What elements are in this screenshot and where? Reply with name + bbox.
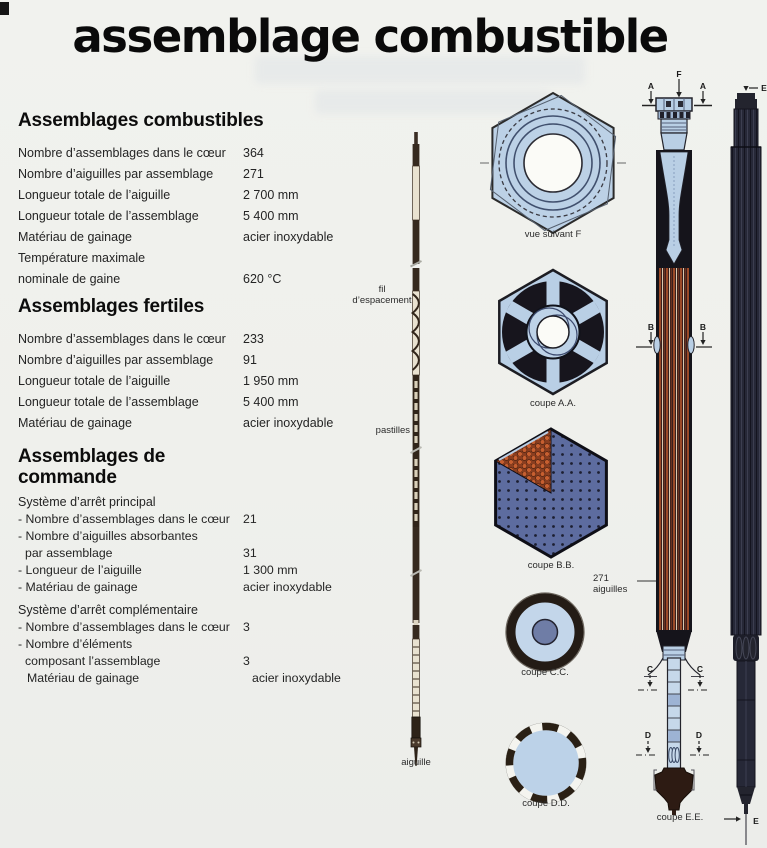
table-row: Matériau de gainage acier inoxydable — [18, 230, 334, 244]
table-row: - Nombre d’aiguilles absorbantes par assemblage 31 — [18, 529, 257, 560]
page-title: assemblage combustible — [72, 10, 668, 63]
subsection-title: Système d’arrêt complémentaire — [18, 603, 198, 617]
assembly-exterior-drawing — [724, 83, 767, 845]
cross-section-vue-f — [480, 88, 626, 237]
marker-c: C — [696, 664, 704, 674]
section-heading: Assemblages de commande — [18, 446, 166, 488]
marker-b: B — [647, 322, 655, 332]
label-pastilles: pastilles — [375, 425, 410, 436]
label-coupe-cc: coupe C.C. — [521, 667, 569, 678]
cross-section-cc — [506, 593, 584, 671]
section-heading: Assemblages fertiles — [18, 296, 205, 317]
cross-section-bb — [496, 429, 607, 557]
marker-c: C — [646, 664, 654, 674]
table-row: Longueur totale de l’assemblage 5 400 mm — [18, 395, 299, 409]
table-row: - Nombre d’éléments composant l’assemblage 3 — [18, 637, 250, 668]
table-row: - Nombre d’assemblages dans le cœur 3 — [18, 620, 250, 634]
table-row: Longueur totale de l’assemblage 5 400 mm — [18, 209, 299, 223]
marker-f: F — [676, 69, 682, 79]
table-row: - Nombre d’assemblages dans le cœur 21 — [18, 512, 257, 526]
section-heading: Assemblages combustibles — [18, 110, 264, 131]
table-row: Température maximale nominale de gaine 620 °C — [18, 251, 282, 286]
marker-d: D — [695, 730, 703, 740]
label-aiguille: aiguille — [401, 757, 431, 768]
table-row: Longueur totale de l’aiguille 1 950 mm — [18, 374, 299, 388]
label-coupe-ee: coupe E.E. — [656, 812, 704, 823]
marker-e: E — [753, 816, 759, 826]
marker-a: A — [647, 81, 655, 91]
table-row: Nombre d’assemblages dans le cœur 233 — [18, 332, 264, 346]
marker-e: E — [761, 83, 767, 93]
cross-section-aa — [499, 270, 606, 394]
table-row: Nombre d’assemblages dans le cœur 364 — [18, 146, 264, 160]
label-fil-espacement: fil d’espacement — [352, 284, 412, 306]
table-row: Matériau de gainage acier inoxydable — [27, 671, 341, 685]
table-row: Nombre d’aiguilles par assemblage 271 — [18, 167, 264, 181]
needle-bundle — [659, 268, 689, 630]
label-coupe-dd: coupe D.D. — [522, 798, 570, 809]
label-271-aiguilles: 271 aiguilles — [593, 573, 628, 595]
label-coupe-aa: coupe A.A. — [530, 398, 576, 409]
cross-section-dd — [506, 723, 586, 803]
table-row: - Longueur de l’aiguille 1 300 mm — [18, 563, 298, 577]
label-vue-suivant-f: vue suivant F — [524, 229, 582, 240]
marker-b: B — [699, 322, 707, 332]
table-row: Nombre d’aiguilles par assemblage 91 — [18, 353, 257, 367]
label-coupe-bb: coupe B.B. — [527, 560, 575, 571]
table-row: Longueur totale de l’aiguille 2 700 mm — [18, 188, 299, 202]
fuel-pin-drawing — [411, 132, 422, 766]
assembly-cutaway-drawing — [636, 69, 712, 815]
table-row: Matériau de gainage acier inoxydable — [18, 416, 334, 430]
subsection-title: Système d’arrêt principal — [18, 495, 156, 509]
table-row: - Matériau de gainage acier inoxydable — [18, 580, 332, 594]
marker-a: A — [699, 81, 707, 91]
marker-d: D — [644, 730, 652, 740]
